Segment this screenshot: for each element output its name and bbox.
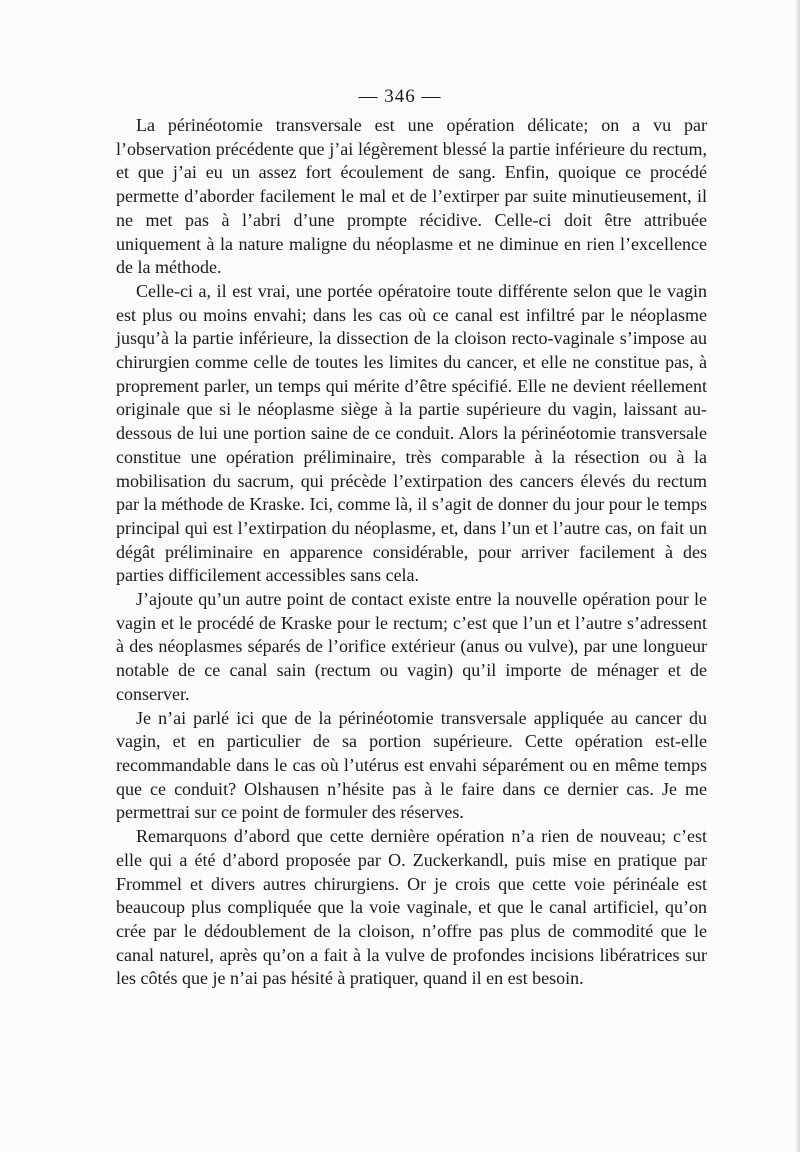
- paragraph-4: Je n’ai parlé ici que de la périnéotomie transversale appliquée au cancer du vagin, et en particulier de sa portion supérieure. Cette opération est-elle recommandable dans le cas où l’utérus est envahi séparément ou en même temps que ce conduit? Olshausen n’hésite pas à le faire dans ce dernier cas. Je me permettrai sur ce point de formuler des réserves.: [116, 707, 707, 823]
- body-text: [116, 114, 707, 991]
- page-number: — 346 —: [358, 86, 442, 107]
- page-edge: [794, 0, 800, 1152]
- paragraph-5: Remarquons d’abord que cette dernière opération n’a rien de nouveau; c’est elle qui a été d’abord proposée par O. Zuckerkandl, puis mise en pratique par Frommel et divers autres chirurgiens. Or je crois que cette voie périnéale est beaucoup plus compliquée que la voie vaginale, et que le canal artificiel, qu’on crée par le dédoublement de la cloison, n’offre pas plus de commodité que le canal naturel, après qu’on a fait à la vulve de profondes incisions libératrices sur les côtés que je n’ai pas hésité à pratiquer, quand il en est besoin.: [116, 826, 707, 989]
- paragraph-1: La périnéotomie transversale est une opération délicate; on a vu par l’observation précédente que j’ai légèrement blessé la partie inférieure du rectum, et que j’ai eu un assez fort écoulement de sang. Enfin, quoique ce procédé permette d’aborder facilement le mal et de l’extirper par suite minutieusement, il ne met pas à l’abri d’une prompte récidive. Celle-ci doit être attribuée uniquement à la nature maligne du néoplasme et ne diminue en rien l’excellence de la méthode.: [116, 115, 707, 278]
- paragraph-2: Celle-ci a, il est vrai, une portée opératoire toute différente selon que le vagin est plus ou moins envahi; dans les cas où ce canal est infiltré par le néoplasme jusqu’à la partie inférieure, la dissection de la cloison recto-vaginale s’impose au chirurgien comme celle de toutes les limites du cancer, et elle ne constitue pas, à proprement parler, un temps qui mérite d’être spécifié. Elle ne devient réellement originale que si le néoplasme siège à la partie supérieure du vagin, laissant au-dessous de lui une portion saine de ce conduit. Alors la périnéotomie transversale constitue une opération préliminaire, très comparable à la résection ou à la mobilisation du sacrum, qui précède l’extirpation des cancers élevés du rectum par la méthode de Kraske. Ici, comme là, il s’agit de donner du jour pour le temps principal qui est l’extirpation du néoplasme, et, dans l’un et l’autre cas, on fait un dégât préliminaire en apparence considérable, pour arriver facilement à des parties difficilement accessibles sans cela.: [116, 280, 707, 586]
- paragraph-3: J’ajoute qu’un autre point de contact existe entre la nouvelle opération pour le vagin et le procédé de Kraske pour le rectum; c’est que l’un et l’autre s’adressent à des néoplasmes séparés de l’orifice extérieur (anus ou vulve), par une longueur notable de ce canal sain (rectum ou vagin) qu’il importe de ménager et de conserver.: [116, 589, 707, 704]
